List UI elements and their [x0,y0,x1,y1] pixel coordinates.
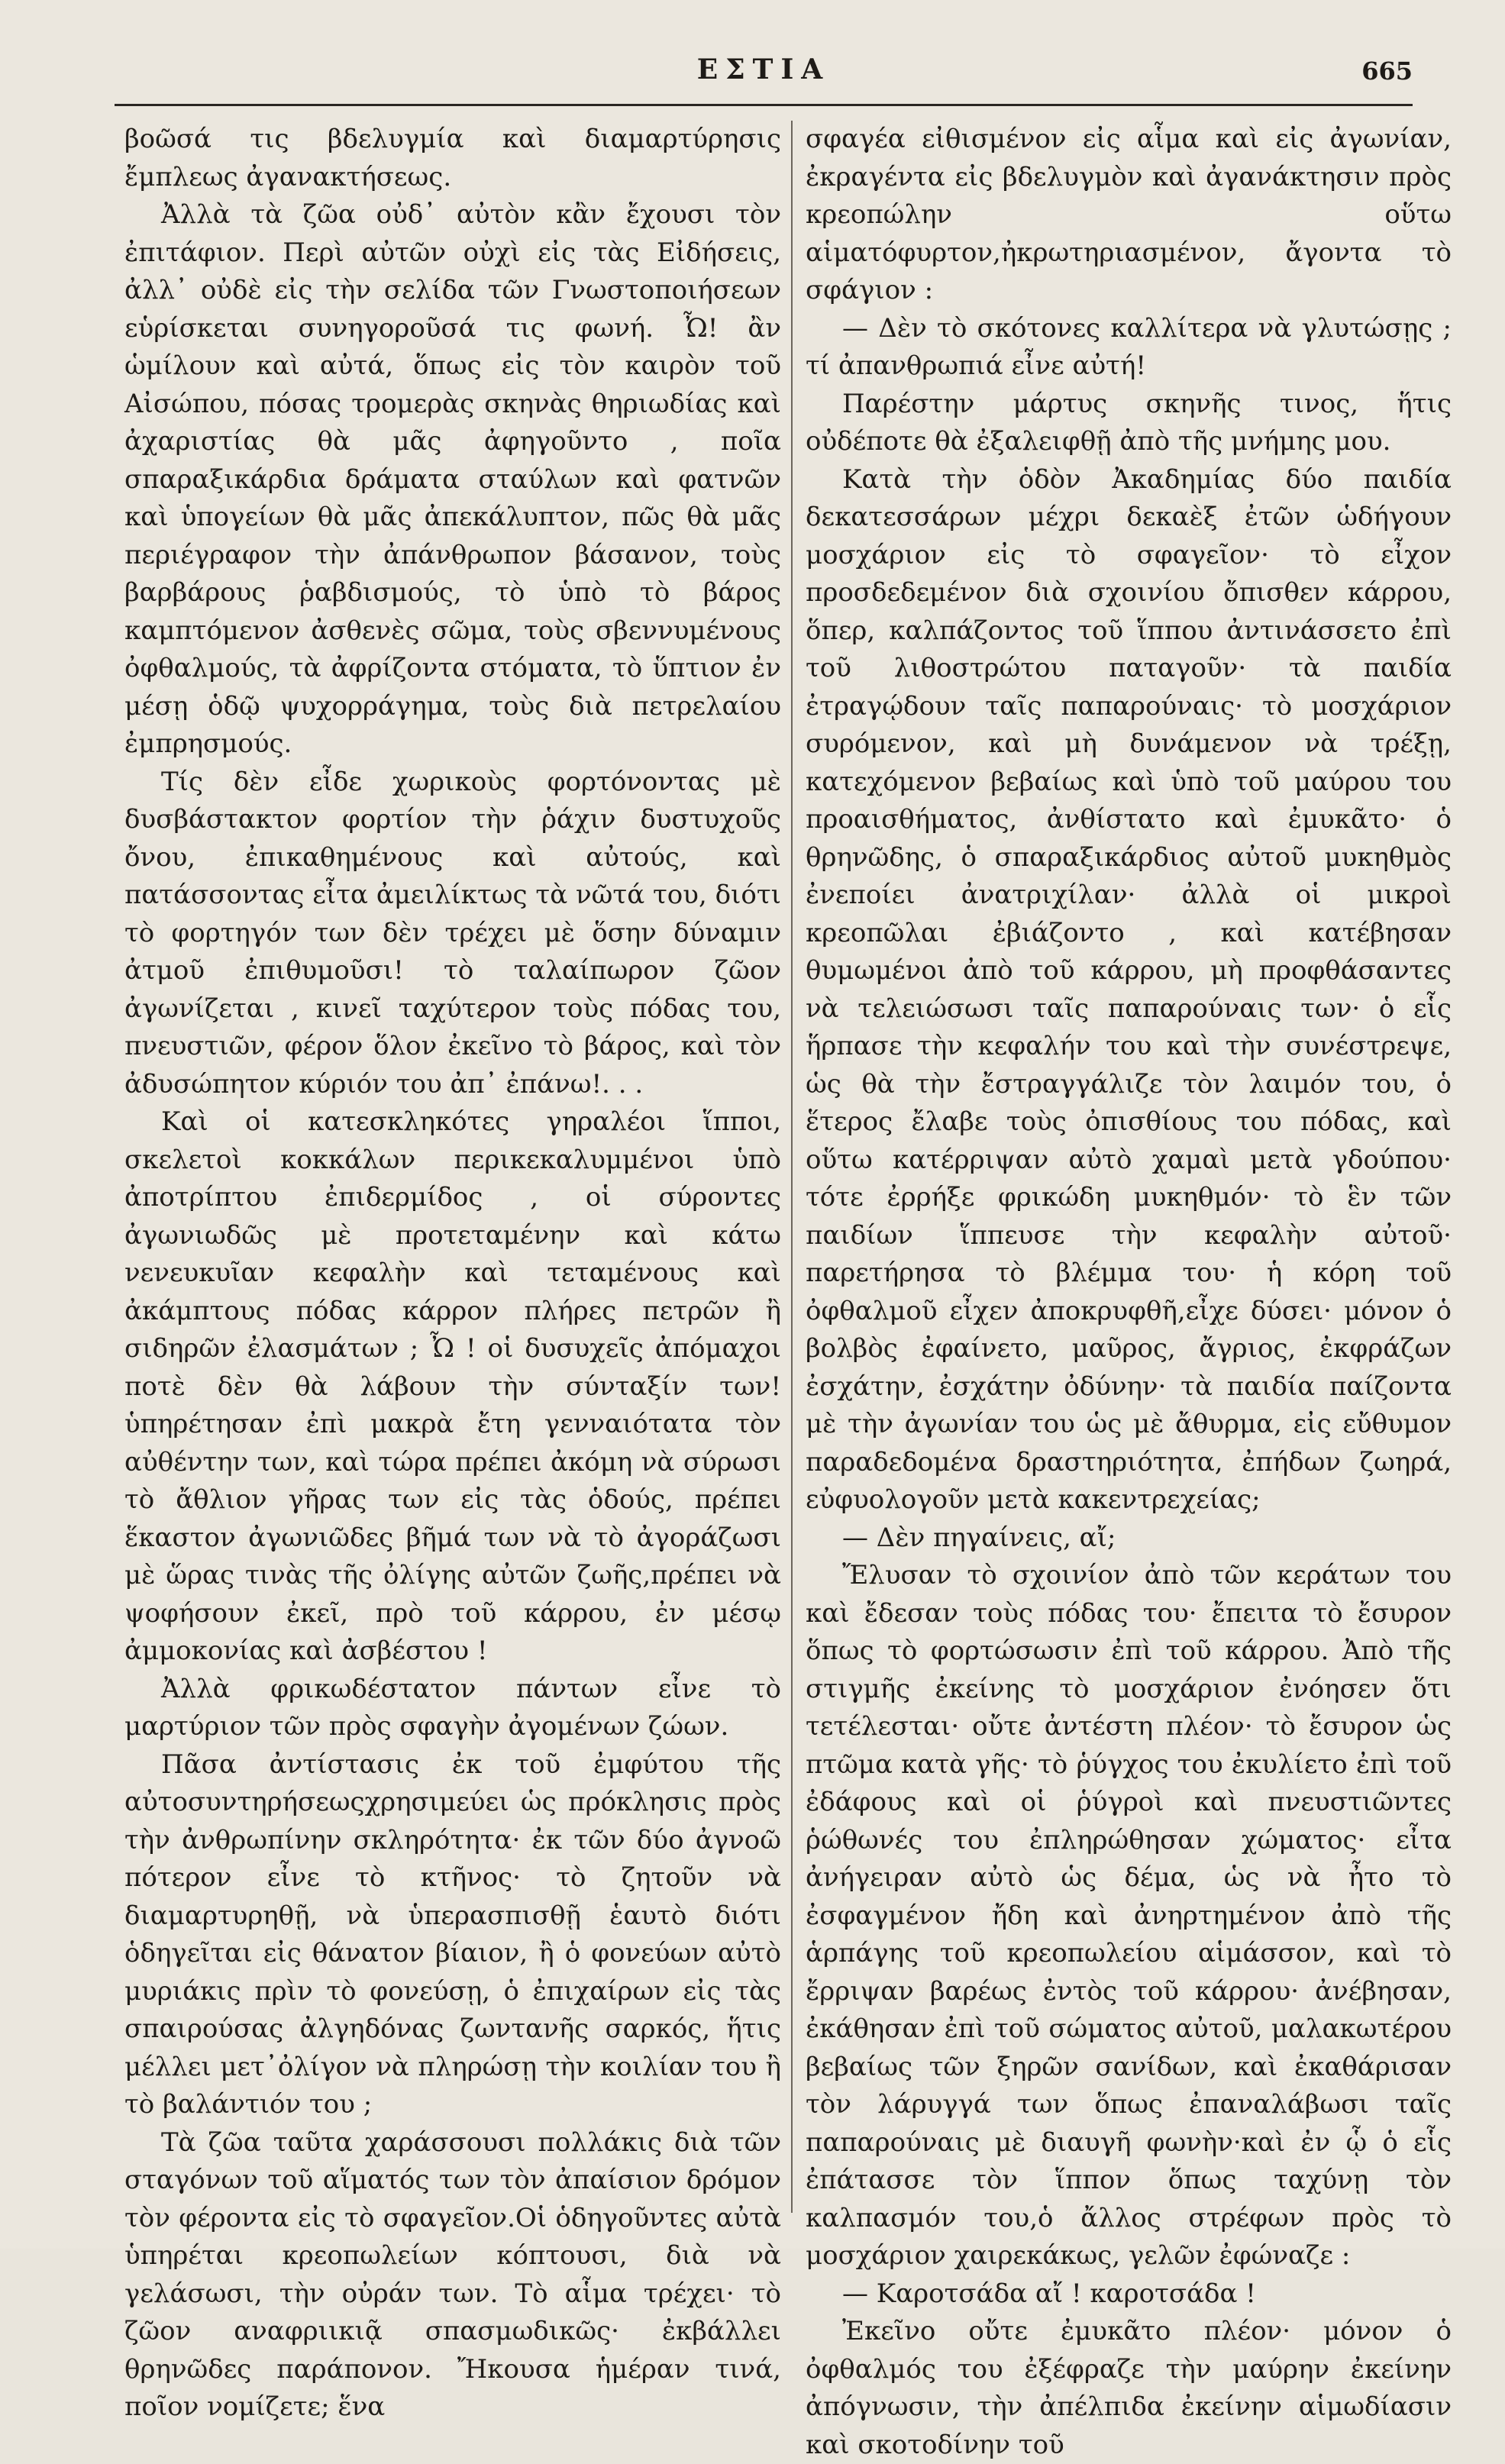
paragraph: βοῶσά τις βδελυγμία καὶ διαμαρτύρησις ἔμπλεως ἀγανακτήσεως. [124,124,781,192]
paragraph: — Δὲν πηγαίνεις, αἴ; [842,1522,1116,1553]
paragraph: Ἀλλὰ φρικωδέστατον πάντων εἶνε τὸ μαρτύριον τῶν πρὸς σφαγὴν ἀγομένων ζώων. [124,1673,781,1742]
column-divider [791,121,793,2213]
left-column [124,121,781,2427]
paragraph: Κατὰ τὴν ὁδὸν Ἀκαδημίας δύο παιδία δεκατεσσάρων μέχρι δεκαὲξ ἐτῶν ὡδήγουν μοσχάριον εἰς τὸ σφαγεῖον· τὸ εἶχον προσδεδεμένον διὰ σχοινίου ὄπισθεν κάρρου, ὅπερ, καλπάζοντος τοῦ ἵππου ἀντινάσσετο ἐπὶ τοῦ λιθοστρώτου παταγοῦν· τὰ παιδία ἐτραγῴδουν ταῖς παπαρούναις· τὸ μοσχάριον συρόμενον, καὶ μὴ δυνάμενον νὰ τρέξῃ, κατεχόμενον βεβαίως καὶ ὑπὸ τοῦ μαύρου του προαισθήματος, ἀνθίστατο καὶ ἐμυκᾶτο· ὁ θρηνῶδης, ὁ σπαραξικάρδιος αὐτοῦ μυκηθμὸς ἐνεποίει ἀνατριχίλαν· ἀλλὰ οἱ μικροὶ κρεοπῶλαι ἐβιάζοντο , καὶ κατέβησαν θυμωμένοι ἀπὸ τοῦ κάρρου, μὴ προφθάσαντες νὰ τελειώσωσι ταῖς παπαρούναις των· ὁ εἷς ἥρπασε τὴν κεφαλήν του καὶ τὴν συνέστρεψε, ὡς θὰ τὴν ἔστραγγάλιζε τὸν λαιμόν του, ὁ ἕτερος ἔλαβε τοὺς ὀπισθίους του πόδας, καὶ οὕτω κατέρριψαν αὐτὸ χαμαὶ μετὰ γδούπου· τότε ἐρρήξε φρικώδη μυκηθμόν· τὸ ἓν τῶν παιδίων ἵππευσε τὴν κεφαλὴν αὐτοῦ· παρετήρησα τὸ βλέμμα του· ἡ κόρη τοῦ ὀφθαλμοῦ εἶχεν ἀποκρυφθῆ,εἶχε δύσει· μόνον ὁ βολβὸς ἐφαίνετο, μαῦρος, ἄγριος, ἐκφράζων ἐσχάτην, ἐσχάτην ὀδύνην· τὰ παιδία παίζοντα μὲ τὴν ἀγωνίαν του ὡς μὲ ἄθυρμα, εἰς εὔθυμον παραδεδομένα δραστηριότητα, ἐπήδων ζωηρά, εὐφυολογοῦν μετὰ κακεντρεχείας; [806,463,1452,1515]
paragraph: — Καροτσάδα αἴ ! καροτσάδα ! [842,2278,1256,2309]
paragraph: σφαγέα εἰθισμένον εἰς αἷμα καὶ εἰς ἀγωνίαν, ἐκραγέντα εἰς βδελυγμὸν καὶ ἀγανάκτησιν πρὸς κρεοπώλην οὕτω αἱματόφυρτον,ἠκρωτηριασμένον, ἄγοντα τὸ σφάγιον : [806,124,1452,305]
paragraph: Πᾶσα ἀντίστασις ἐκ τοῦ ἐμφύτου τῆς αὐτοσυντηρήσεωςχρησιμεύει ὡς πρόκλησις πρὸς τὴν ἀνθρωπίνην σκληρότητα· ἐκ τῶν δύο ἀγνοῶ πότερον εἶνε τὸ κτῆνος· τὸ ζητοῦν νὰ διαμαρτυρηθῇ, νὰ ὑπερασπισθῇ ἑαυτὸ διότι ὁδηγεῖται εἰς θάνατον βίαιον, ἢ ὁ φονεύων αὐτὸ μυριάκις πρὶν τὸ φονεύσῃ, ὁ ἐπιχαίρων εἰς τὰς σπαιρούσας ἀλγηδόνας ζωντανῆς σαρκός, ἥτις μέλλει μετ᾽ὀλίγον νὰ πληρώσῃ τὴν κοιλίαν του ἢ τὸ βαλάντιόν του ; [124,1749,781,2120]
paragraph: Ἀλλὰ τὰ ζῶα οὐδ᾽ αὐτὸν κἂν ἔχουσι τὸν ἐπιτάφιον. Περὶ αὐτῶν οὐχὶ εἰς τὰς Εἰδήσεις, ἀλλ᾽ οὐδὲ εἰς τὴν σελίδα τῶν Γνωστοποιήσεων εὑρίσκεται συνηγοροῦσά τις φωνή. Ὦ! ἂν ὡμίλουν καὶ αὐτά, ὅπως εἰς τὸν καιρὸν τοῦ Αἰσώπου, πόσας τρομερὰς σκηνὰς θηριωδίας καὶ ἀχαριστίας θὰ μᾶς ἀφηγοῦντο , ποῖα σπαραξικάρδια δράματα σταύλων καὶ φατνῶν καὶ ὑπογείων θὰ μᾶς ἀπεκάλυπτον, πῶς θὰ μᾶς περιέγραφον τὴν ἀπάνθρωπον βάσανον, τοὺς βαρβάρους ῥαβδισμούς, τὸ ὑπὸ τὸ βάρος καμπτόμενον ἀσθενὲς σῶμα, τοὺς σβεννυμένους ὀφθαλμούς, τὰ ἀφρίζοντα στόματα, τὸ ὕπτιον ἐν μέσῃ ὁδῷ ψυχορράγημα, τοὺς διὰ πετρελαίου ἐμπρησμούς. [124,199,781,759]
running-head [115,49,1413,102]
right-column [806,121,1452,2464]
header-rule [115,104,1413,106]
paragraph: Ἔλυσαν τὸ σχοινίον ἀπὸ τῶν κεράτων του καὶ ἔδεσαν τοὺς πόδας του· ἔπειτα τὸ ἔσυρον ὅπως τὸ φορτώσωσιν ἐπὶ τοῦ κάρρου. Ἀπὸ τῆς στιγμῆς ἐκείνης τὸ μοσχάριον ἐνόησεν ὅτι τετέλεσται· οὔτε ἀντέστη πλέον· τὸ ἔσυρον ὡς πτῶμα κατὰ γῆς· τὸ ῥύγχος του ἐκυλίετο ἐπὶ τοῦ ἐδάφους καὶ οἱ ῥύγροὶ καὶ πνευστιῶντες ῥώθωνές του ἐπληρώθησαν χώματος· εἶτα ἀνήγειραν αὐτὸ ὡς δέμα, ὡς νὰ ἦτο τὸ ἐσφαγμένον ἤδη καὶ ἀνηρτημένον ἀπὸ τῆς ἁρπάγης τοῦ κρεοπωλείου αἱμάσσον, καὶ τὸ ἔρριψαν βαρέως ἐντὸς τοῦ κάρρου· ἀνέβησαν, ἐκάθησαν ἐπὶ τοῦ σώματος αὐτοῦ, μαλακωτέρου βεβαίως τῶν ξηρῶν σανίδων, καὶ ἐκαθάρισαν τὸν λάρυγγά των ὅπως ἐπαναλάβωσι ταῖς παπαρούναις μὲ διαυγῆ φωνὴν·καὶ ἐν ᾧ ὁ εἷς ἐπάτασσε τὸν ἵππον ὅπως ταχύνῃ τὸν καλπασμόν του,ὁ ἄλλος στρέφων πρὸς τὸ μοσχάριον χαιρεκάκως, γελῶν ἐφώναζε : [806,1560,1452,2271]
page-number: 665 [1361,57,1413,86]
paragraph: Παρέστην μάρτυς σκηνῆς τινος, ἥτις οὐδέποτε θὰ ἐξαλειφθῇ ἀπὸ τῆς μνήμης μου. [806,388,1452,457]
paragraph: Τὰ ζῶα ταῦτα χαράσσουσι πολλάκις διὰ τῶν σταγόνων τοῦ αἵματός των τὸν ἀπαίσιον δρόμον τὸν φέροντα εἰς τὸ σφαγεῖον.Οἱ ὁδηγοῦντες αὐτὰ ὑπηρέται κρεοπωλείων κόπτουσι, διὰ νὰ γελάσωσι, τὴν οὐράν των. Τὸ αἷμα τρέχει· τὸ ζῶον αναφριικιᾷ σπασμωδικῶς· ἐκβάλλει θρηνῶδες παράπονον. Ἤκουσα ἡμέραν τινά, ποῖον νομίζετε; ἕνα [124,2127,781,2422]
paragraph: Ἐκεῖνο οὔτε ἐμυκᾶτο πλέον· μόνον ὁ ὀφθαλμός του ἐξέφραζε τὴν μαύρην ἐκείνην ἀπόγνωσιν, τὴν ἀπέλπιδα ἐκείνην αἱμωδίασιν καὶ σκοτοδίνην τοῦ [806,2316,1452,2460]
paragraph: Καὶ οἱ κατεσκληκότες γηραλέοι ἵπποι, σκελετοὶ κοκκάλων περικεκαλυμμένοι ὑπὸ ἀποτρίπτου ἐπιδερμίδος , οἱ σύροντες ἀγωνιωδῶς μὲ προτεταμένην καὶ κάτω νενευκυῖαν κεφαλὴν καὶ τεταμένους καὶ ἀκάμπτους πόδας κάρρον πλήρες πετρῶν ἢ σιδηρῶν ἐλασμάτων ; Ὦ ! οἱ δυσυχεῖς ἀπόμαχοι ποτὲ δὲν θὰ λάβουν τὴν σύνταξίν των! ὑπηρέτησαν ἐπὶ μακρὰ ἔτη γενναιότατα τὸν αὐθέντην των, καὶ τώρα πρέπει ἀκόμη νὰ σύρωσι τὸ ἄθλιον γῆρας των εἰς τὰς ὁδούς, πρέπει ἕκαστον ἀγωνιῶδες βῆμά των νὰ τὸ ἀγοράζωσι μὲ ὥρας τινὰς τῆς ὀλίγης αὐτῶν ζωῆς,πρέπει νὰ ψοφήσουν ἐκεῖ, πρὸ τοῦ κάρρου, ἐν μέσῳ ἀμμοκονίας καὶ ἀσβέστου ! [124,1106,781,1666]
paragraph: Τίς δὲν εἶδε χωρικοὺς φορτόνοντας μὲ δυσβάστακτον φορτίον τὴν ῥάχιν δυστυχοῦς ὄνου, ἐπικαθημένους καὶ αὐτούς, καὶ πατάσσοντας εἶτα ἀμειλίκτως τὰ νῶτά του, διότι τὸ φορτηγόν των δὲν τρέχει μὲ ὅσην δύναμιν ἀτμοῦ ἐπιθυμοῦσι! τὸ ταλαίπωρον ζῶον ἀγωνίζεται , κινεῖ ταχύτερον τοὺς πόδας του, πνευστιῶν, φέρον ὅλον ἐκεῖνο τὸ βάρος, καὶ τὸν ἀδυσώπητον κύριόν του ἀπ᾽ ἐπάνω!. . . [124,766,781,1100]
paragraph: — Δὲν τὸ σκότονες καλλίτερα νὰ γλυτώσῃς ; τί ἀπανθρωπιά εἶνε αὐτή! [806,312,1452,381]
journal-title: ΕΣΤΙΑ [696,53,831,86]
